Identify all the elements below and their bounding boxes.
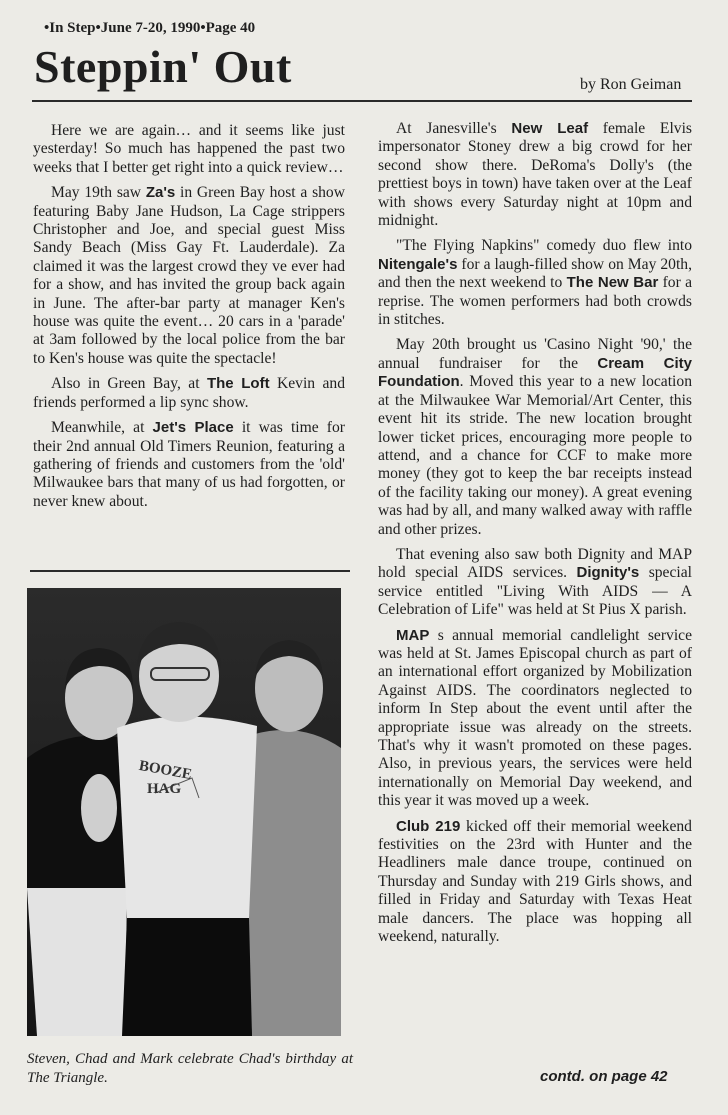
text-run: for a laugh-filled show on May 20th, and then the next weekend to [378, 255, 692, 292]
byline: by Ron Geiman [580, 76, 682, 93]
text-run: At Janesville's [396, 120, 512, 137]
issue-folio: •In Step•June 7-20, 1990•Page 40 [44, 20, 256, 36]
continued-notice: contd. on page 42 [540, 1068, 668, 1085]
shirt-text-line1: BOOZE [137, 757, 194, 784]
photo-caption: Steven, Chad and Mark celebrate Chad's birthday at The Triangle. [27, 1051, 353, 1086]
venue-name: Za's [145, 184, 176, 202]
paragraph [378, 237, 692, 329]
venue-name: New Leaf [511, 120, 589, 137]
paragraph [33, 122, 345, 177]
text-run: for a reprise. The women performers had both crowds in stitches. [378, 274, 693, 329]
venue-name: MAP [396, 626, 430, 644]
article-headline: Steppin' Out [34, 41, 292, 92]
venue-name: Club 219 [396, 817, 461, 835]
venue-name: Dignity's [576, 564, 640, 582]
paragraph [33, 184, 345, 368]
paragraph [378, 546, 692, 620]
paragraph [33, 419, 345, 511]
text-run: Also in Green Bay, at [51, 375, 207, 393]
venue-name: The New Bar [566, 274, 659, 292]
text-run: "The Flying Napkins" comedy duo flew into [396, 237, 692, 255]
text-run: Meanwhile, at [51, 419, 153, 437]
text-run: s annual memorial candlelight service was held at St. James Episcopal church as part of an international effort organized by Mobilization Against AIDS. The coordinators neglected to inform In Step about the event until after the appropriate issue was already on the streets. That's why it wasn't promoted on these pages. Also, in previous years, the services were held internationally on Memorial Day weekend, and this year it was moved up a week. [378, 626, 692, 810]
venue-name: Cream City Foundation [378, 354, 692, 391]
venue-name: Nitengale's [378, 255, 458, 273]
shirt-text-line2: HAG [147, 781, 182, 797]
text-run: special service entitled "Living With AIDS — A Celebration of Life" was held at St Pius X parish. [378, 564, 692, 619]
photo [27, 588, 341, 1036]
text-run: it was time for their 2nd annual Old Timers Reunion, featuring a gathering of friends and customers from the 'old' Milwaukee bars that many of us had forgotten, or never knew about. [33, 419, 345, 510]
text-run: Here we are again… and it seems like just yesterday! So much has happened the past two weeks that I better get right into a quick review… [33, 122, 345, 176]
paragraph [378, 336, 692, 538]
text-run: May 19th saw [51, 184, 146, 202]
paragraph [378, 627, 692, 811]
text-run: May 20th brought us 'Casino Night '90,' the annual fundraiser for the [378, 336, 692, 372]
venue-name: Jet's Place [152, 419, 234, 437]
text-run: . Moved this year to a new location at the Milwaukee War Memorial/Art Center, this event hit its stride. The new location brought lower ticket prices, encouraging more people to attend, and a chance for CCF to make more money (they got to keep the bar receipts instead of the facility taking our money). A great evening was had by all, and many walked away with raffle and other prizes. [378, 373, 692, 538]
header-rule [32, 100, 692, 102]
column-rule [30, 570, 350, 572]
text-run: in Green Bay host a show featuring Baby Jane Hudson, La Cage strippers Christopher and Joe, and special guest Miss Sandy Beach (Miss Gay Ft. Lauderdale). Za claimed it was the largest crowd they ve ever had for a show, and has invited the group back again in June. The after-bar party at manager Ken's house was quite the event… 20 cars in a 'parade' at 3am followed by the local police from the bar to Ken's house was quite the spectacle! [33, 184, 345, 367]
left-text-column [33, 122, 345, 518]
text-run: Kevin and friends performed a lip sync show. [33, 375, 346, 411]
text-run: That evening also saw both Dignity and MAP hold special AIDS services. [378, 545, 692, 582]
right-text-column [378, 120, 692, 953]
venue-name: The Loft [206, 375, 270, 393]
text-run: female Elvis impersonator Stoney drew a big crowd for her second show there. DeRoma's Dolly's (the prettiest boys in town) have taken over at the Leaf with shows every Saturday night at 10pm and midnight. [378, 120, 692, 230]
photo-illustration [27, 588, 341, 1036]
text-run: kicked off their memorial weekend festivities on the 23rd with Hunter and the Headliners male dance troupe, continued on Thursday and Sunday with 219 Girls shows, and filled in Friday and Saturday with Texas Heat male dancers. The place was hopping all weekend, naturally. [378, 817, 692, 946]
paragraph [378, 818, 692, 947]
paragraph [33, 375, 345, 412]
paragraph [378, 120, 692, 230]
